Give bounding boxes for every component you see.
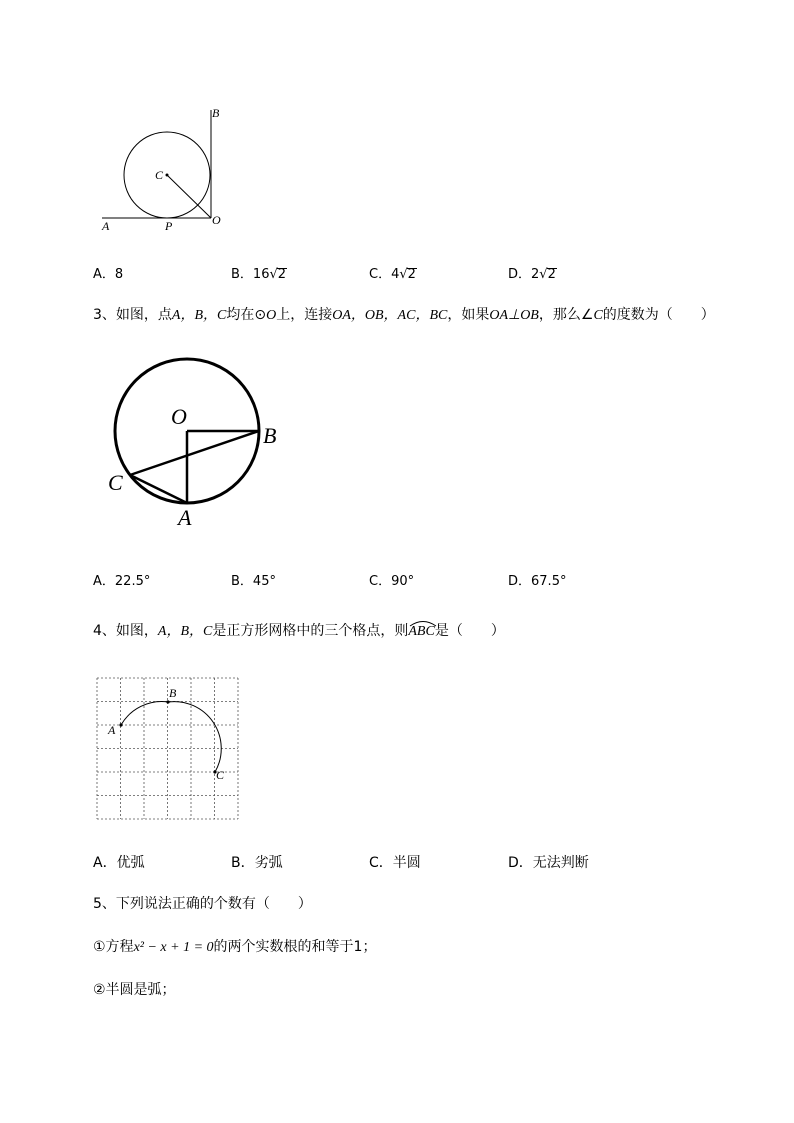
figure-q3-label-c: C [108,470,123,495]
q4-option-b[interactable]: B．劣弧 [231,855,283,871]
figure-1-label-b: B [212,106,220,120]
figure-q4-label-a: A [108,723,116,737]
q2-option-a[interactable]: A．8 [93,267,124,282]
figure-q4-label-c: C [216,768,225,782]
q5-item-1: ①方程x² − x + 1 = 0的两个实数根的和等于1； [93,939,377,955]
figure-q4-grid [97,678,238,819]
arc-notation: ABC [408,623,434,640]
q2-option-b[interactable]: B．16√2 [231,267,287,282]
q3-option-b[interactable]: B．45° [231,574,276,589]
q4-option-c[interactable]: C．半圆 [369,855,421,871]
figure-q4-arc [121,702,221,772]
q2-option-c[interactable]: C．4√2 [369,267,416,282]
radical-sign: √ [269,267,278,282]
figure-q3-label-o: O [171,404,187,429]
figure-q4-point-a [119,723,122,726]
figure-1-label-p: P [165,219,173,233]
radical-sign: √ [399,267,408,282]
q3-option-c[interactable]: C．90° [369,574,415,589]
q2-option-d[interactable]: D．2√2 [508,267,556,282]
figure-q3-label-a: A [178,505,192,530]
q4-stem: 4、如图，A，B，C是正方形网格中的三个格点，则 ABC是（ ） [93,620,505,640]
q4-option-d[interactable]: D．无法判断 [508,855,589,871]
q4-option-a[interactable]: A．优弧 [93,855,145,871]
figure-1-label-c: C [155,168,164,182]
radical-sign: √ [539,267,548,282]
figure-q4-label-b: B [169,686,177,700]
q5-stem: 5、下列说法正确的个数有（ ） [93,896,312,912]
q3-option-d[interactable]: D．67.5° [508,574,567,589]
q3-stem: 3、如图，点A，B，C均在⊙O上，连接OA，OB，AC，BC，如果OA⊥OB，那么∠C的度数为（ ） [93,307,715,323]
q3-option-a[interactable]: A．22.5° [93,574,151,589]
figure-1-label-a: A [102,219,110,233]
q5-item-2: ②半圆是弧； [93,982,176,998]
figure-1-label-o: O [212,213,221,227]
figure-q3-label-b: B [263,423,277,448]
